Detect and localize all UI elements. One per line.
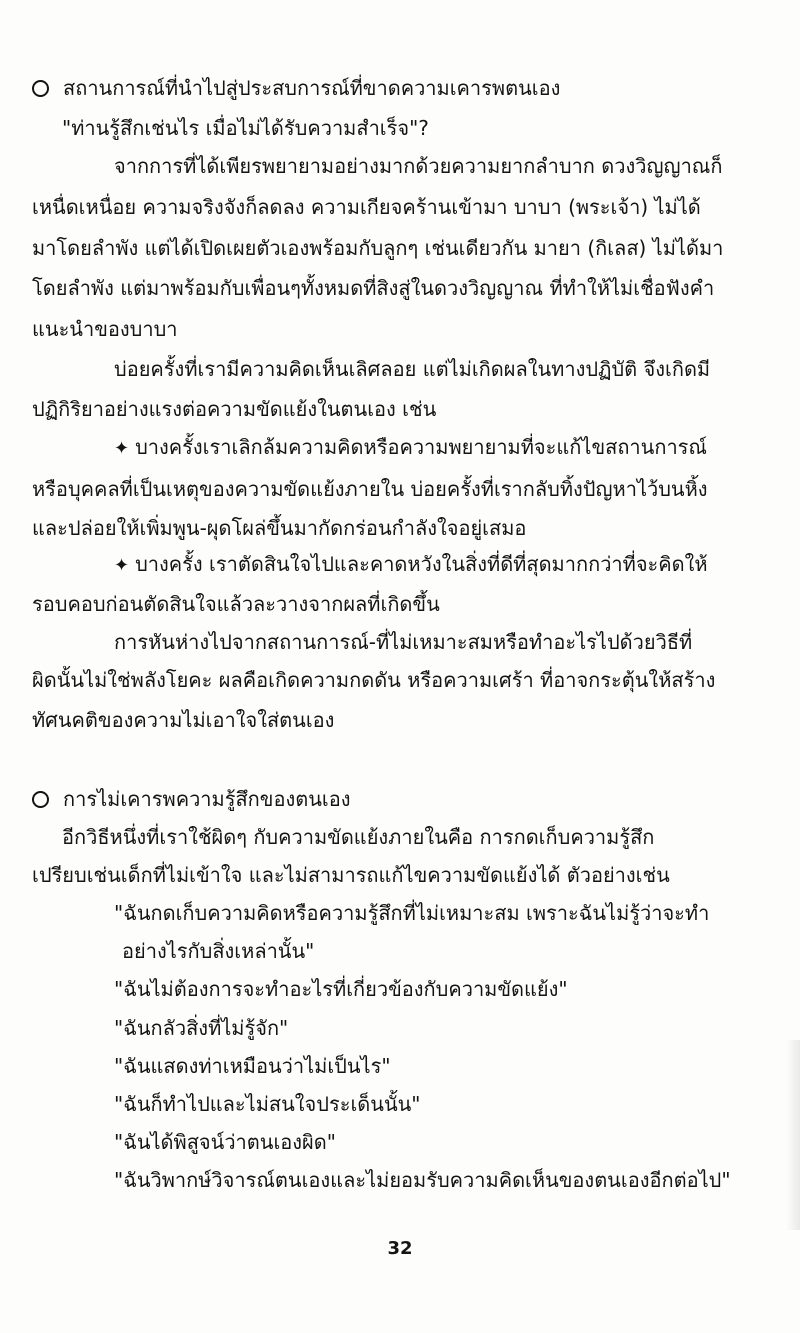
quote-line: "ฉันกลัวสิ่งที่ไม่รู้จัก" <box>114 1016 289 1040</box>
quote-line: "ฉันแสดงท่าเหมือนว่าไม่เป็นไร" <box>114 1054 391 1078</box>
paragraph-line: จากการที่ได้เพียรพยายามอย่างมากด้วยความยากลำบาก ดวงวิญญาณก็ <box>114 154 723 178</box>
paragraph-line: หรือบุคคลที่เป็นเหตุของความขัดแย้งภายใน บ่อยครั้งที่เรากลับทิ้งปัญหาไว้บนหิ้ง <box>32 477 708 501</box>
paragraph-line: ทัศนคติของความไม่เอาใจใส่ตนเอง <box>32 708 335 732</box>
page-number: 32 <box>387 1238 413 1259</box>
paragraph-line: และปล่อยให้เพิ่มพูน-ผุดโผล่ขึ้นมากัดกร่อนกำลังใจอยู่เสมอ <box>32 516 527 540</box>
section-heading: การไม่เคารพความรู้สึกของตนเอง <box>32 785 351 813</box>
quote-line: "ฉันไม่ต้องการจะทำอะไรที่เกี่ยวข้องกับความขัดแย้ง" <box>114 977 568 1001</box>
quote-line: "ฉันได้พิสูจน์ว่าตนเองผิด" <box>114 1130 336 1154</box>
bullet-item: ✦ บางครั้ง เราตัดสินใจไปและคาดหวังในสิ่งที่ดีที่สุดมากกว่าที่จะคิดให้ <box>114 550 708 580</box>
paragraph-line: ผิดนั้นไม่ใช่พลังโยคะ ผลคือเกิดความกดดัน หรือความเศร้า ที่อาจกระตุ้นให้สร้าง <box>32 668 716 692</box>
paragraph-line: การหันห่างไปจากสถานการณ์-ที่ไม่เหมาะสมหรือทำอะไรไปด้วยวิธีที่ <box>114 630 693 654</box>
question-line: "ท่านรู้สึกเช่นไร เมื่อไม่ได้รับความสำเร็จ"? <box>62 116 429 140</box>
quote-line: อย่างไรกับสิ่งเหล่านั้น" <box>122 939 315 963</box>
circle-bullet-icon <box>32 791 49 808</box>
quote-line: "ฉันก็ทำไปและไม่สนใจประเด็นนั้น" <box>114 1092 421 1116</box>
paragraph-line: เปรียบเช่นเด็กที่ไม่เข้าใจ และไม่สามารถแก้ไขความขัดแย้งได้ ตัวอย่างเช่น <box>32 863 670 887</box>
paragraph-line: โดยลำพัง แต่มาพร้อมกับเพื่อนๆทั้งหมดที่สิงสู่ในดวงวิญญาณ ที่ทำให้ไม่เชื่อฟังคำ <box>32 276 715 300</box>
circle-bullet-icon <box>32 80 49 97</box>
quote-line: "ฉันกดเก็บความคิดหรือความรู้สึกที่ไม่เหมาะสม เพราะฉันไม่รู้ว่าจะทำ <box>114 901 710 925</box>
bullet-item: ✦ บางครั้งเราเลิกล้มความคิดหรือความพยายามที่จะแก้ไขสถานการณ์ <box>114 433 707 463</box>
paragraph-line: รอบคอบก่อนตัดสินใจแล้วละวางจากผลที่เกิดขึ้น <box>32 592 440 616</box>
paragraph-line: อีกวิธีหนึ่งที่เราใช้ผิดๆ กับความขัดแย้งภายในคือ การกดเก็บความรู้สึก <box>62 825 655 849</box>
quote-line: "ฉันวิพากษ์วิจารณ์ตนเองและไม่ยอมรับความคิดเห็นของตนเองอีกต่อไป" <box>114 1168 731 1192</box>
page-edge-shadow <box>786 1040 800 1230</box>
paragraph-line: แนะนำของบาบา <box>32 317 178 341</box>
star-bullet-icon: ✦ <box>114 438 130 459</box>
paragraph-line: มาโดยลำพัง แต่ได้เปิดเผยตัวเองพร้อมกับลูกๆ เช่นเดียวกัน มายา (กิเลส) ไม่ได้มา <box>32 236 724 260</box>
star-bullet-icon: ✦ <box>114 555 130 576</box>
paragraph-line: เหนื่ดเหนื่อย ความจริงจังก็ลดลง ความเกียจคร้านเข้ามา บาบา (พระเจ้า) ไม่ได้ <box>32 195 701 219</box>
paragraph-line: ปฏิกิริยาอย่างแรงต่อความขัดแย้งในตนเอง เช่น <box>32 397 437 421</box>
section-heading: สถานการณ์ที่นำไปสู่ประสบการณ์ที่ขาดความเคารพตนเอง <box>32 74 560 102</box>
paragraph-line: บ่อยครั้งที่เรามีความคิดเห็นเลิศลอย แต่ไม่เกิดผลในทางปฏิบัติ จึงเกิดมี <box>114 357 711 381</box>
